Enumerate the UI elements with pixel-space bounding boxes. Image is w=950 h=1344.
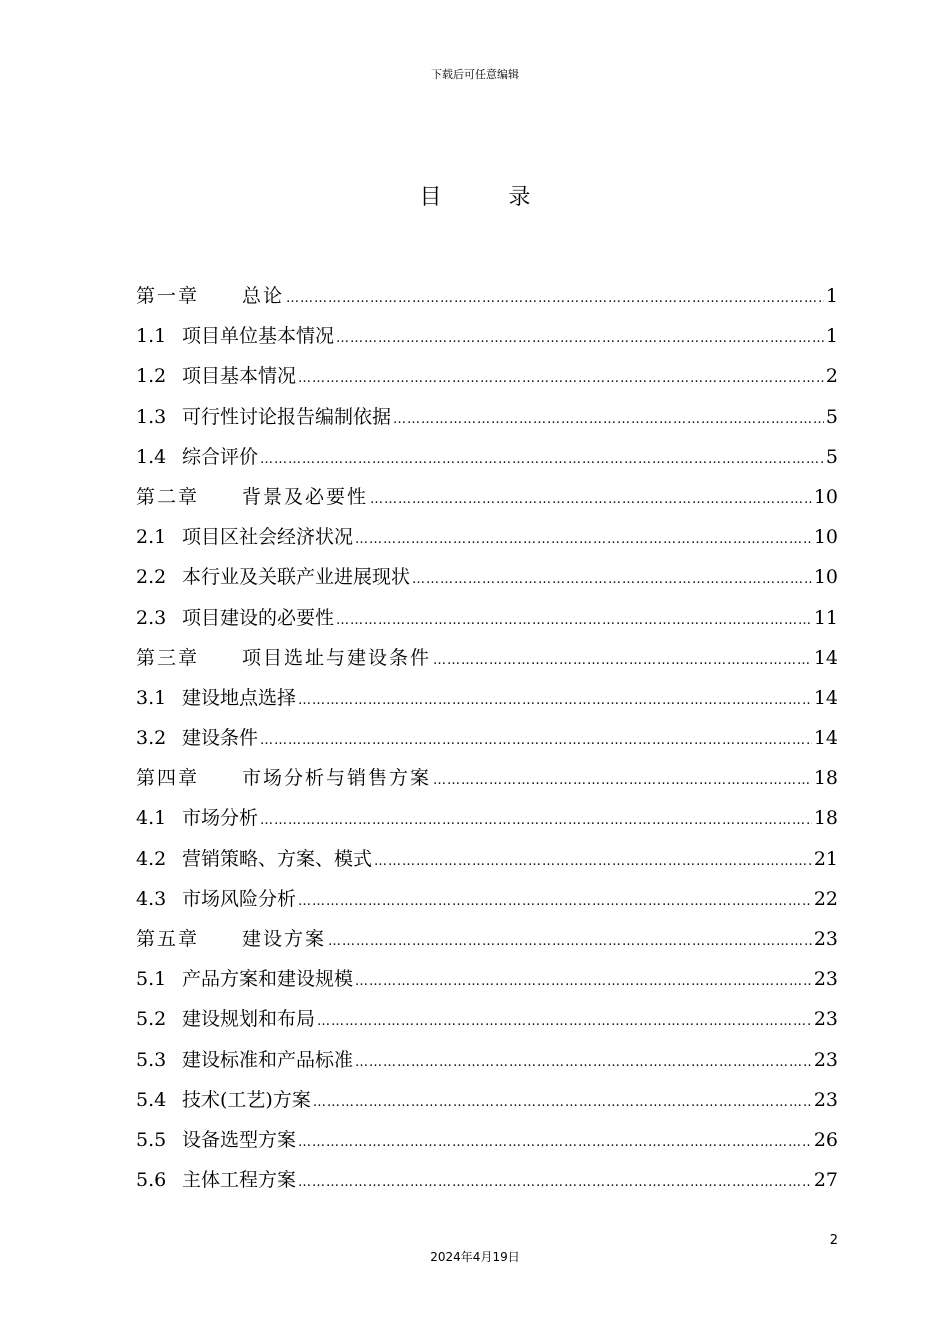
toc-entry-label [136, 919, 326, 959]
toc-entry-title: 技术(工艺)方案 [182, 1088, 311, 1111]
toc-section-entry[interactable] [136, 598, 838, 638]
toc-entry-page: 18 [813, 767, 838, 790]
toc-entry-label [136, 276, 284, 316]
toc-entry-page: 23 [813, 968, 838, 991]
toc-chapter-entry[interactable] [136, 477, 838, 517]
toc-entry-label [136, 678, 296, 718]
toc-entry-label [136, 477, 368, 517]
toc-entry-title: 设备选型方案 [182, 1128, 297, 1151]
toc-entry-page: 21 [813, 847, 838, 870]
toc-entry-label [136, 356, 296, 396]
toc-leader-dots [260, 721, 812, 761]
toc-entry-page: 2 [825, 365, 838, 388]
page-number: 2 [829, 1233, 838, 1248]
toc-entry-page: 23 [813, 1088, 838, 1111]
toc-section-entry[interactable] [136, 397, 838, 437]
toc-entry-label [136, 517, 353, 557]
toc-leader-dots [433, 761, 812, 801]
toc-entry-title: 项目单位基本情况 [182, 325, 335, 348]
toc-entry-title: 项目选址与建设条件 [242, 646, 432, 669]
toc-entry-number: 3.2 [136, 727, 167, 750]
toc-leader-dots [374, 842, 812, 882]
toc-entry-page: 10 [813, 526, 838, 549]
toc-section-entry[interactable] [136, 718, 838, 758]
toc-entry-title: 可行性讨论报告编制依据 [182, 405, 392, 428]
toc-entry-number: 5.6 [136, 1169, 167, 1192]
toc-leader-dots [286, 279, 824, 319]
toc-leader-dots [298, 1123, 812, 1163]
toc-chapter-entry[interactable] [136, 638, 838, 678]
toc-section-entry[interactable] [136, 879, 838, 919]
toc-section-entry[interactable] [136, 1160, 838, 1200]
toc-leader-dots [336, 601, 812, 641]
toc-entry-label [136, 598, 334, 638]
toc-leader-dots [298, 681, 812, 721]
toc-section-entry[interactable] [136, 959, 838, 999]
table-of-contents [136, 276, 838, 1200]
toc-entry-label [136, 1040, 353, 1080]
toc-entry-number: 1.4 [136, 445, 167, 468]
toc-entry-number: 1.2 [136, 365, 167, 388]
toc-entry-title: 市场分析 [182, 807, 259, 830]
toc-title: 目 录 [419, 185, 561, 210]
toc-leader-dots [355, 1043, 812, 1083]
toc-entry-page: 11 [813, 606, 838, 629]
toc-leader-dots [412, 560, 812, 600]
toc-section-entry[interactable] [136, 798, 838, 838]
toc-leader-dots [355, 962, 812, 1002]
toc-entry-number: 第一章 [136, 285, 200, 307]
toc-entry-page: 26 [813, 1128, 838, 1151]
toc-entry-label [136, 638, 431, 678]
toc-entry-label [136, 397, 391, 437]
toc-entry-title: 建设方案 [242, 928, 327, 950]
toc-leader-dots [260, 801, 812, 841]
toc-entry-label [136, 1160, 296, 1200]
toc-entry-number: 4.2 [136, 847, 167, 870]
toc-entry-title: 本行业及关联产业进展现状 [182, 566, 411, 589]
toc-entry-page: 1 [825, 285, 838, 307]
toc-entry-number: 第二章 [136, 485, 200, 508]
toc-entry-page: 23 [813, 1048, 838, 1071]
toc-entry-page: 18 [813, 807, 838, 830]
toc-entry-label [136, 999, 315, 1039]
toc-entry-number: 5.3 [136, 1048, 167, 1071]
toc-section-entry[interactable] [136, 1120, 838, 1160]
toc-entry-title: 建设标准和产品标准 [182, 1048, 354, 1071]
toc-entry-number: 5.4 [136, 1088, 167, 1111]
toc-section-entry[interactable] [136, 839, 838, 879]
toc-chapter-entry[interactable] [136, 276, 838, 316]
toc-entry-title: 市场风险分析 [182, 887, 297, 910]
toc-chapter-entry[interactable] [136, 758, 838, 798]
toc-leader-dots [317, 1002, 812, 1042]
toc-entry-number: 5.5 [136, 1128, 167, 1151]
toc-entry-page: 22 [813, 887, 838, 910]
toc-entry-number: 3.1 [136, 686, 167, 709]
toc-entry-number: 第五章 [136, 928, 200, 950]
toc-entry-title: 建设条件 [182, 727, 259, 750]
toc-entry-label [136, 879, 296, 919]
toc-entry-number: 2.3 [136, 606, 167, 629]
toc-leader-dots [298, 1163, 812, 1203]
toc-entry-page: 14 [813, 686, 838, 709]
toc-entry-page: 1 [825, 325, 838, 348]
toc-leader-dots [328, 922, 812, 962]
toc-section-entry[interactable] [136, 557, 838, 597]
toc-entry-page: 27 [813, 1169, 838, 1192]
toc-leader-dots [433, 641, 812, 681]
toc-section-entry[interactable] [136, 356, 838, 396]
toc-leader-dots [355, 520, 812, 560]
toc-entry-page: 10 [813, 485, 838, 508]
toc-chapter-entry[interactable] [136, 919, 838, 959]
toc-entry-number: 5.2 [136, 1008, 167, 1031]
toc-entry-title: 产品方案和建设规模 [182, 968, 354, 991]
toc-entry-title: 项目区社会经济状况 [182, 526, 354, 549]
toc-leader-dots [298, 882, 812, 922]
toc-entry-page: 23 [813, 1008, 838, 1031]
toc-entry-page: 23 [813, 928, 838, 950]
toc-section-entry[interactable] [136, 678, 838, 718]
header-note: 下载后可任意编辑 [431, 68, 519, 81]
toc-entry-label [136, 316, 334, 356]
toc-entry-number: 2.2 [136, 566, 167, 589]
toc-entry-label [136, 557, 410, 597]
toc-entry-label [136, 1080, 311, 1120]
toc-leader-dots [260, 440, 824, 480]
toc-leader-dots [393, 400, 824, 440]
toc-entry-page: 14 [813, 646, 838, 669]
toc-entry-title: 项目建设的必要性 [182, 606, 335, 629]
toc-section-entry[interactable] [136, 517, 838, 557]
toc-section-entry[interactable] [136, 316, 838, 356]
toc-entry-number: 2.1 [136, 526, 167, 549]
toc-entry-title: 营销策略、方案、模式 [182, 847, 373, 870]
toc-entry-label [136, 437, 258, 477]
toc-entry-page: 5 [825, 445, 838, 468]
toc-entry-title: 综合评价 [182, 445, 259, 468]
toc-leader-dots [336, 319, 824, 359]
toc-section-entry[interactable] [136, 999, 838, 1039]
toc-entry-page: 10 [813, 566, 838, 589]
toc-entry-number: 第三章 [136, 646, 200, 669]
toc-entry-title: 总论 [242, 285, 285, 307]
toc-entry-title: 建设规划和布局 [182, 1008, 316, 1031]
toc-entry-title: 建设地点选择 [182, 686, 297, 709]
toc-entry-title: 项目基本情况 [182, 365, 297, 388]
toc-entry-label [136, 959, 353, 999]
toc-entry-number: 4.1 [136, 807, 167, 830]
toc-entry-page: 14 [813, 727, 838, 750]
toc-leader-dots [370, 480, 812, 520]
toc-leader-dots [313, 1083, 812, 1123]
toc-entry-number: 1.3 [136, 405, 167, 428]
toc-entry-number: 第四章 [136, 767, 200, 790]
toc-entry-title: 市场分析与销售方案 [242, 767, 432, 790]
toc-leader-dots [298, 359, 824, 399]
toc-entry-number: 1.1 [136, 325, 167, 348]
toc-section-entry[interactable] [136, 1040, 838, 1080]
toc-section-entry[interactable] [136, 1080, 838, 1120]
toc-entry-label [136, 718, 258, 758]
toc-entry-number: 5.1 [136, 968, 167, 991]
toc-entry-number: 4.3 [136, 887, 167, 910]
footer-date: 2024年4月19日 [430, 1250, 520, 1264]
toc-entry-title: 主体工程方案 [182, 1169, 297, 1192]
toc-entry-label [136, 839, 372, 879]
toc-entry-title: 背景及必要性 [242, 485, 369, 508]
toc-entry-label [136, 798, 258, 838]
toc-section-entry[interactable] [136, 437, 838, 477]
toc-entry-label [136, 1120, 296, 1160]
toc-entry-label [136, 758, 431, 798]
toc-entry-page: 5 [825, 405, 838, 428]
